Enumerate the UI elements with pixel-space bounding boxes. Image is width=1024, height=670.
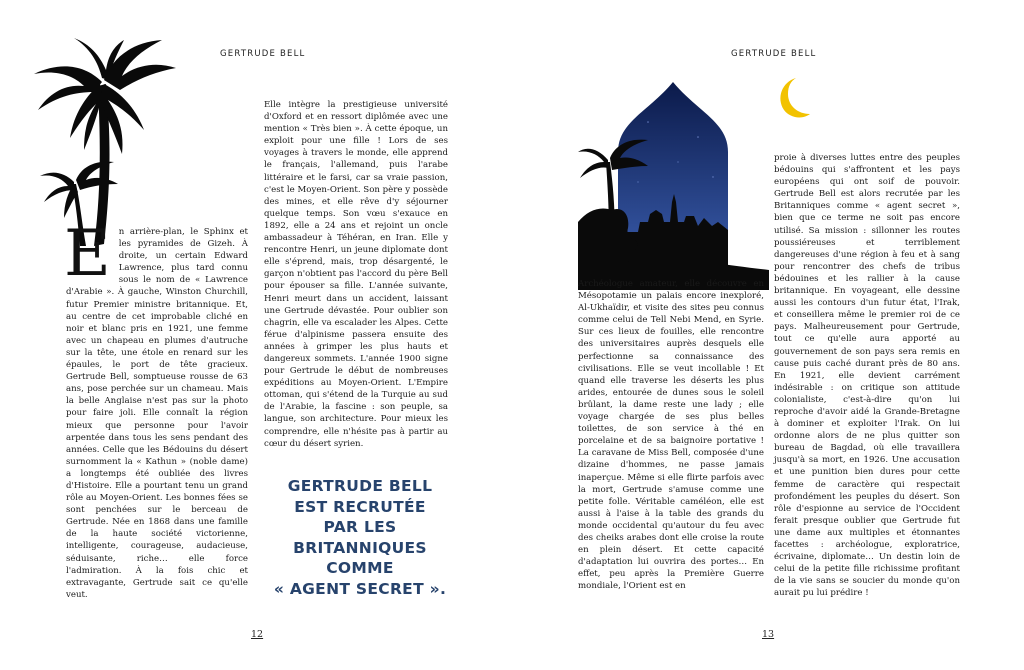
drop-cap: E <box>64 217 111 291</box>
left-column-2-text: Elle intègre la prestigieuse université d'Oxford et en ressort diplômée avec une mention « Très bien ». À cette époque, un exploit pour une fille ! Lors de ses voyages à travers le monde, elle apprend le français, l'allemand, puis l'arabe littéraire et le farsi, car sa vraie passion, c'est le Moyen-Orient. Son père y possède des mines, et elle rêve d'y séjourner quelque temps. Son vœu s'exauce en 1892, elle a 24 ans et rejoint un oncle ambassadeur à Téhéran, en Iran. Elle y rencontre Henri, un jeune diplomate dont elle s'éprend, mais, trop désargenté, le garçon n'obtient pas l'accord du père Bell pour épouser sa fille. L'année suivante, Henri meurt dans un accident, laissant une Gertrude dévastée. Pour oublier son chagrin, elle va escalader les Alpes. Cette férue d'alpinisme passera ensuite des années à grimper les plus hauts et dangereux sommets. L'année 1900 signe pour Gertrude le début de nombreuses expéditions au Moyen-Orient. L'Empire ottoman, qui s'étend de la Turquie au sud de l'Arabie, la fascine : son peuple, sa langue, son architecture. Pour mieux les comprendre, elle n'hésite pas à partir au cœur du désert syrien. <box>264 100 448 449</box>
pull-quote-line: BRITANNIQUES <box>293 538 427 557</box>
right-column-1 <box>578 278 764 592</box>
pull-quote-line: GERTRUDE BELL <box>287 477 433 495</box>
pull-quote-line: EST RECRUTÉE <box>294 497 426 516</box>
crescent-moon-icon <box>774 76 812 120</box>
right-column-2 <box>774 152 960 599</box>
pull-quote-line: COMME <box>326 559 394 577</box>
running-head-left: GERTRUDE BELL <box>220 49 306 59</box>
running-head-right: GERTRUDE BELL <box>731 49 817 59</box>
pull-quote-line: PAR LES <box>323 518 397 536</box>
page-number-right: 13 <box>762 629 775 640</box>
page-number-left: 12 <box>251 629 264 640</box>
moorish-arch-night-scene <box>578 82 769 290</box>
right-column-1-text: Archéologue amateur, elle découvre en Mésopotamie un palais encore inexploré, Al-Ukhaïdir, et visite des sites peu connus comme celui de Tell Nebi Mend, en Syrie. Sur ces lieux de fouilles, elle rencontre des universitaires auprès desquels elle perfectionne sa connaissance des civilisations. Elle se veut incollable ! Et quand elle traverse les déserts les plus arides, entourée de dunes sous le soleil brûlant, la dame reste une lady ; elle voyage chargée de ses plus belles toilettes, de son service à thé en porcelaine et de sa baignoire portative ! La caravane de Miss Bell, composée d'une dizaine d'hommes, ne passe jamais inaperçue. Même si elle flirte parfois avec la mort, Gertrude s'amuse comme une petite folle. Véritable caméléon, elle est aussi à l'aise à la table des grands du monde occidental qu'autour du feu avec des cheiks arabes dont elle croise la route en plein désert. Et cette capacité d'adaptation lui ouvrira des portes… En effet, peu après la Première Guerre mondiale, l'Orient est en <box>578 279 764 592</box>
right-column-2-text: proie à diverses luttes entre des peuples bédouins qui s'affrontent et les pays européens qui ont soif de pouvoir. Gertrude Bell est alors recrutée par les Britanniques comme « agent secret », bien que ce terme ne soit pas encore utilisé. Sa mission : sillonner les routes poussiéreuses et terriblement dangereuses d'une région à feu et à sang pour rencontrer des chefs de tribus bédouines et les rallier à la cause britannique. En voyageant, elle dessine aussi les contours d'un futur état, l'Irak, et conseillera même le premier roi de ce pays. Malheureusement pour Gertrude, tout ce qu'elle aura apporté au gouvernement de son pays sera remis en cause puis caché durant près de 80 ans. En 1921, elle devient carrément indésirable : on critique son attitude colonialiste, c'est-à-dire qu'on lui reproche d'avoir aidé la Grande-Bretagne à dominer et exploiter l'Irak. On lui ordonne alors de ne plus quitter son bureau de Bagdad, où elle travaillera jusqu'à sa mort, en 1926. Une accusation et une punition bien dures pour cette femme de caractère qui respectait profondément les peuples du désert. Son rôle d'espionne au service de l'Occident ferait presque oublier que Gertrude fut une dame aux multiples et étonnantes facettes : archéologue, exploratrice, écrivaine, diplomate… Un destin loin de celui de la petite fille richissime profitant de la vie sans se soucier du monde qu'on aurait pu lui prédire ! <box>774 153 960 599</box>
pull-quote-line: « AGENT SECRET ». <box>273 579 447 598</box>
left-column-1-text: n arrière-plan, le Sphinx et les pyramides de Gizeh. À droite, un certain Edward Lawrence, plus tard connu sous le nom de « Lawrence d'Arabie ». À gauche, Winston Churchill, futur Premier ministre britannique. Et, au centre de cet improbable cliché en noir et blanc pris en 1921, une femme avec un chapeau en plumes d'autruche sur la tête, une étole en renard sur les épaules, le port de tête gracieux. Gertrude Bell, somptueuse rousse de 63 ans, pose perchée sur un chameau. Mais la belle Anglaise n'est pas sur la photo pour faire joli. Elle connaît la région mieux que personne pour l'avoir arpentée dans tous les sens pendant des années. Celle que les Bédouins du désert surnomment la « Kathun » (noble dame) a longtemps été oubliée des livres d'Histoire. Elle a pourtant tenu un grand rôle au Moyen-Orient. Les bonnes fées se sont penchées sur le berceau de Gertrude. Née en 1868 dans une famille de la haute société victorienne, intelligente, courageuse, audacieuse, séduisante, riche… elle force l'admiration. À la fois chic et extravagante, Gertrude sait ce qu'elle veut. <box>66 227 248 600</box>
right-page <box>512 0 1024 670</box>
left-column-2 <box>264 99 448 450</box>
pull-quote <box>268 476 452 599</box>
left-column-1 <box>66 212 248 601</box>
